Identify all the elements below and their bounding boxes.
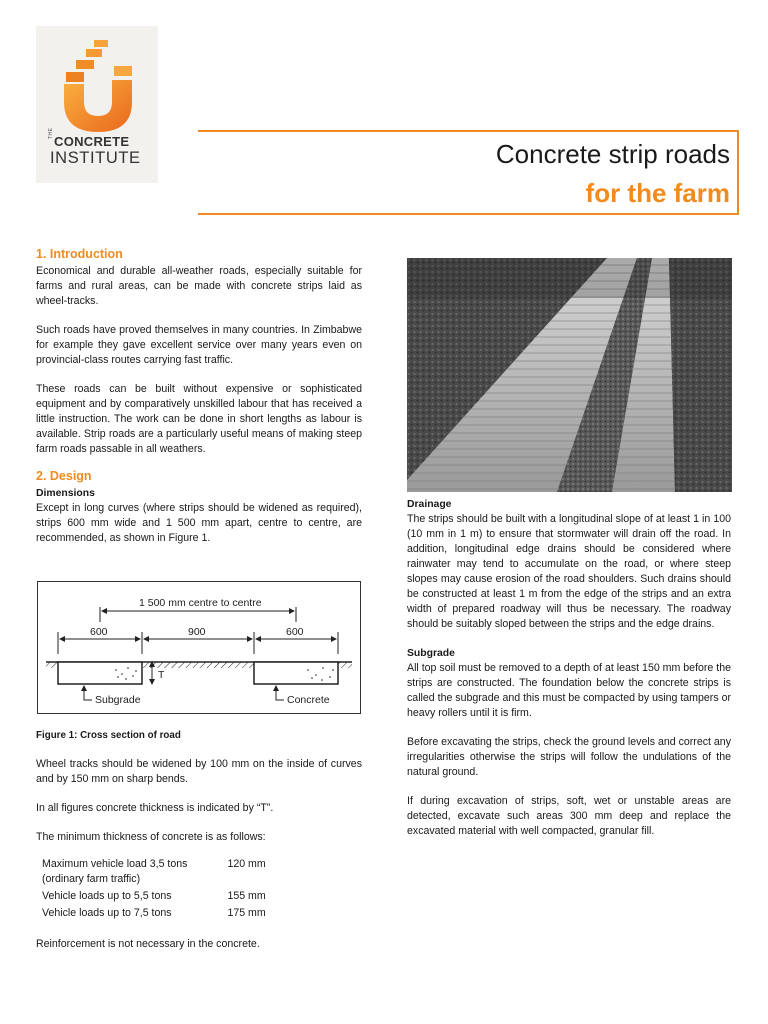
- load-label-text: Maximum vehicle load 3,5 tons: [42, 858, 188, 870]
- logo-line1: CONCRETE: [54, 134, 130, 149]
- drainage-heading: Drainage: [407, 499, 452, 510]
- strip-road-photo: [407, 258, 732, 492]
- concrete-institute-logo: [36, 26, 158, 183]
- design-heading: 2. Design: [36, 469, 92, 483]
- load-label: [42, 857, 187, 889]
- subgrade-paragraph-1: All top soil must be removed to a depth of at least 150 mm before the strips are constructed. The foundation below the concrete strips is called the subgrade and this must be compacted by using tampers or heavy rollers until it is firm.: [407, 662, 731, 719]
- logo-line2: INSTITUTE: [50, 149, 141, 167]
- reinforcement-note: Reinforcement is not necessary in the concrete.: [36, 938, 260, 950]
- thickness-t-label: T: [158, 669, 165, 681]
- figure-cross-section: [37, 581, 361, 714]
- figure-caption: Figure 1: Cross section of road: [36, 730, 181, 741]
- dimensions-subheading: Dimensions: [36, 488, 95, 499]
- strip-road-image: [407, 258, 732, 492]
- table-row: [42, 906, 266, 923]
- title-rule-bottom: [198, 213, 739, 215]
- cross-section-diagram: [38, 582, 360, 713]
- intro-paragraph-2: Such roads have proved themselves in many countries. In Zimbabwe for example they gave excellent service over many years even on provincial-class routes carrying fast traffic.: [36, 324, 362, 366]
- concrete-label: Concrete: [287, 694, 330, 706]
- title-rule-top: [198, 130, 739, 132]
- page-title: Concrete strip roads: [495, 139, 730, 169]
- subgrade-paragraph-2: Before excavating the strips, check the ground levels and correct any irregularities otherwise the strips will follow the undulations of the natural ground.: [407, 736, 731, 778]
- logo-small-text: THE: [48, 127, 54, 139]
- subgrade-label: Subgrade: [95, 694, 141, 706]
- intro-paragraph-1: Economical and durable all-weather roads, especially suitable for farms and rural areas, can be made with concrete strips laid as wheel-tracks.: [36, 265, 362, 307]
- thickness-value: 175 mm: [227, 907, 266, 919]
- table-row: [42, 889, 266, 906]
- dim-mid-label: 900: [188, 626, 206, 638]
- thickness-table: [42, 857, 266, 923]
- logo-mark-icon: [58, 40, 138, 135]
- drainage-paragraph: The strips should be built with a longitudinal slope of at least 1 in 100 (10 mm in 1 m) to ensure that stormwater will drain off the road. In addition, longitudinal edge drains should be considered where rainwater may tend to accumulate on the road, or where steep slopes may cause erosion of the road shoulders. Such drains should be constructed at least 1 m from the edge of the strips and an extra width of prepared roadway will thus be necessary. The roadway should be suitably sloped between the strips and the edge drains.: [407, 513, 731, 630]
- dim-right-label: 600: [286, 626, 304, 638]
- thickness-note: In all figures concrete thickness is indicated by “T”.: [36, 802, 274, 814]
- intro-heading: 1. Introduction: [36, 247, 123, 261]
- design-paragraph-1: Except in long curves (where strips should be widened as required), strips 600 mm wide and 1 500 mm apart, centre to centre, are recommended, as shown in Figure 1.: [36, 502, 362, 544]
- page-subtitle: for the farm: [585, 178, 730, 208]
- centre-dimension-label: 1 500 mm centre to centre: [139, 597, 262, 609]
- thickness-value: 155 mm: [227, 890, 266, 902]
- title-rule-right: [737, 130, 739, 215]
- intro-section: [36, 247, 362, 560]
- thickness-section: [36, 757, 362, 966]
- table-row: [42, 857, 266, 889]
- load-label-note: (ordinary farm traffic): [42, 873, 141, 885]
- min-thickness-intro: The minimum thickness of concrete is as follows:: [36, 831, 266, 843]
- intro-paragraph-3: These roads can be built without expensive or sophisticated equipment and by comparatively unskilled labour that has received a little instruction. The work can be done in short lengths as labour is available. Strip roads are a particularly useful means of making steep farm roads passable in all weathers.: [36, 383, 362, 455]
- load-label: Vehicle loads up to 5,5 tons: [42, 890, 172, 902]
- dim-left-label: 600: [90, 626, 108, 638]
- drainage-subgrade-section: [407, 497, 731, 853]
- subgrade-paragraph-3: If during excavation of strips, soft, wet or unstable areas are detected, excavate such areas 300 mm deep and replace the excavated material with well compacted, granular fill.: [407, 795, 731, 837]
- load-label: Vehicle loads up to 7,5 tons: [42, 907, 172, 919]
- subgrade-heading: Subgrade: [407, 648, 455, 659]
- widening-paragraph: Wheel tracks should be widened by 100 mm on the inside of curves and by 150 mm on sharp bends.: [36, 758, 362, 785]
- thickness-value: 120 mm: [227, 858, 266, 870]
